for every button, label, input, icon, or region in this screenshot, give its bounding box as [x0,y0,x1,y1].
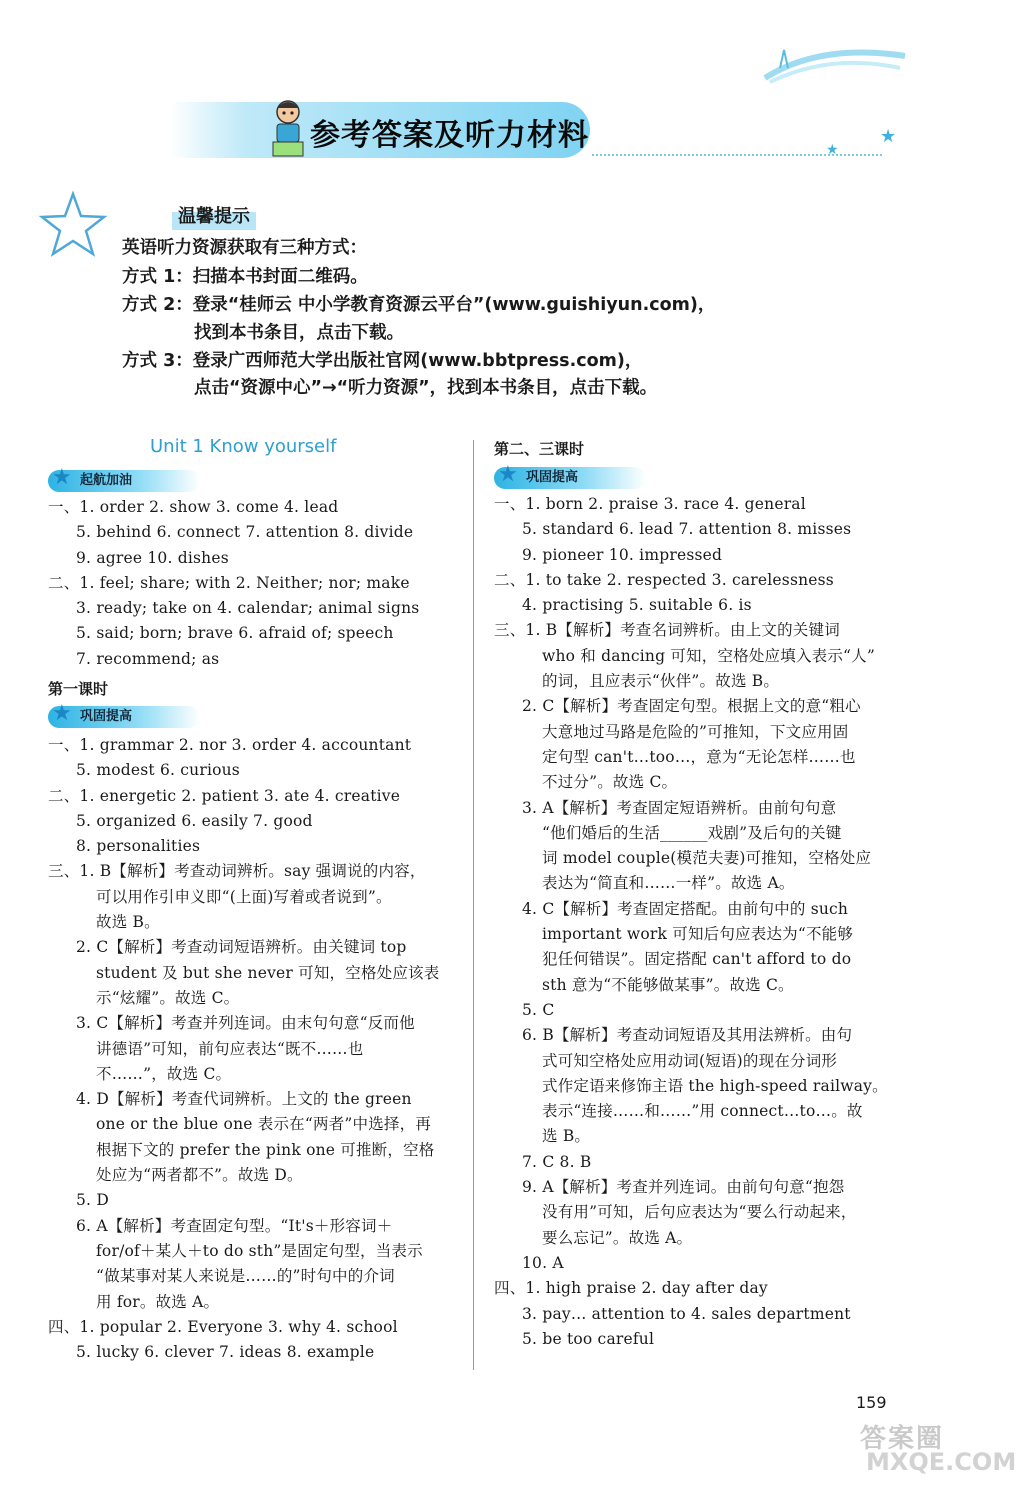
answer-line: student 及 but she never 可知，空格处应该表 [96,963,440,982]
star-icon: ★ [52,465,72,490]
answer-line: 一、1. born 2. praise 3. race 4. general [494,495,806,513]
answer-line: for/of＋某人＋to do sth”是固定句型，当表示 [96,1241,423,1260]
page-number: 159 [856,1393,887,1412]
answer-line: 5. be too careful [522,1329,655,1348]
answer-line: 3. pay… attention to 4. sales department [522,1304,851,1323]
answer-line: 5. behind 6. connect 7. attention 8. divide [76,523,414,542]
answer-line: who 和 dancing 可知，空格处应填入表示“人” [542,646,876,665]
answer-line: 4. practising 5. suitable 6. is [522,596,752,615]
answer-line: 的词，且应表示“伙伴”。故选 B。 [542,672,780,691]
section-tag: ★ 巩固提高 [494,467,646,489]
star-icon: ★ [52,701,72,726]
section-tag: ★ 巩固提高 [48,706,200,728]
page-title: 参考答案及听力材料 [310,118,589,153]
section-tag: ★ 起航加油 [48,470,200,492]
answer-line: 6. A【解析】考查固定句型。“It's＋形容词＋ [76,1216,393,1235]
watermark-url: MXQE.COM [866,1448,1016,1476]
answer-line: 用 for。故选 A。 [96,1292,220,1311]
tip-line: 英语听力资源获取有三种方式： [122,238,367,258]
star-icon: ★ [880,126,897,147]
tip-title: 温馨提示 [172,200,256,230]
answer-line: 犯任何错误”。固定搭配 can't afford to do [542,950,852,969]
lesson-heading: 第二、三课时 [494,440,585,458]
answer-line: 9. A【解析】考查并列连词。由前句句意“抱怨 [522,1178,845,1197]
answer-line: 词 model couple(模范夫妻)可推知，空格处应 [542,849,872,868]
answer-line: 根据下文的 prefer the pink one 可推断，空格 [96,1140,435,1159]
answer-line: 二、1. energetic 2. patient 3. ate 4. creative [48,786,401,805]
answer-line: 讲德语”可知，前句应表达“既不……也 [96,1039,364,1058]
answer-line: 5. C [522,1000,555,1019]
answer-line: 5. standard 6. lead 7. attention 8. misses [522,520,852,539]
star-icon: ★ [826,142,839,158]
answer-line: 表示“连接……和……”用 connect…to…。故 [542,1102,863,1121]
answer-line: 5. D [76,1191,109,1210]
mascot-icon [268,96,308,160]
answer-line: 4. C【解析】考查固定搭配。由前句中的 such [522,899,849,918]
swoosh-decoration [760,38,910,88]
answer-line: 不过分”。故选 C。 [542,773,678,792]
answer-line: 3. ready; take on 4. calendar; animal signs [76,599,420,618]
star-outline-icon [38,190,108,260]
answer-line: 5. lucky 6. clever 7. ideas 8. example [76,1343,375,1362]
answer-line: 二、1. feel; share; with 2. Neither; nor; make [48,573,410,592]
tip-line: 方式 1：扫描本书封面二维码。 [122,267,368,287]
answer-line: 示“炫耀”。故选 C。 [96,988,240,1007]
answer-line: 5. modest 6. curious [76,761,240,780]
answer-line: 表达为“简直和……一样”。故选 A。 [542,874,795,893]
answer-line: 处应为“两者都不”。故选 D。 [96,1166,303,1185]
answer-line: 10. A [522,1253,564,1272]
answer-line: 一、1. grammar 2. nor 3. order 4. accountant [48,736,412,754]
tip-line: 方式 3：登录广西师范大学出版社官网(www.bbtpress.com)， [122,351,643,371]
answer-line: 2. C【解析】考查动词短语辨析。由关键词 top [76,938,407,957]
tip-line: 找到本书条目，点击下载。 [194,323,404,343]
answer-line: 5. organized 6. easily 7. good [76,811,313,830]
star-icon: ★ [498,462,518,487]
answer-line: 定句型 can't…too…，意为“无论怎样……也 [542,747,856,766]
answer-line: 5. said; born; brave 6. afraid of; speech [76,624,394,643]
unit-title: Unit 1 Know yourself [150,436,337,457]
answer-line: important work 可知后句应表达为“不能够 [542,925,854,944]
answer-line: 三、1. B【解析】考查名词辨析。由上文的关键词 [494,621,840,640]
answer-line: 四、1. high praise 2. day after day [494,1279,768,1298]
answer-line: 一、1. order 2. show 3. come 4. lead [48,498,339,516]
answer-block [48,495,419,672]
answer-line: 可以用作引申义即“(上面)写着或者说到”。 [96,887,392,906]
answer-line: 三、1. B【解析】考查动词辨析。say 强调说的内容， [48,862,426,881]
answer-line: 四、1. popular 2. Everyone 3. why 4. school [48,1317,398,1336]
answer-line: 3. A【解析】考查固定短语辨析。由前句句意 [522,798,837,817]
answer-block [494,492,888,1352]
answer-block [48,733,439,1365]
answer-line: 式作定语来修饰主语 the high-speed railway。 [542,1076,888,1095]
answer-line: “做某事对某人来说是……的”时句中的介词 [96,1267,395,1286]
answer-line: 6. B【解析】考查动词短语及其用法辨析。由句 [522,1026,853,1045]
answer-line: sth 意为“不能够做某事”。故选 C。 [542,975,794,994]
answer-line: 2. C【解析】考查固定句型。根据上文的意“粗心 [522,697,861,716]
answer-line: “他们婚后的生活______戏剧”及后句的关键 [542,823,842,842]
answer-line: 7. C 8. B [522,1152,592,1171]
answer-line: 不……”，故选 C。 [96,1064,232,1083]
tip-line: 方式 2：登录“桂师云 中小学教育资源云平台”(www.guishiyun.com)， [122,295,716,315]
lesson-heading: 第一课时 [48,680,109,698]
tip-line: 点击“资源中心”→“听力资源”，找到本书条目，点击下载。 [194,378,658,398]
answer-line: 二、1. to take 2. respected 3. carelessness [494,570,834,589]
answer-line: 8. personalities [76,837,201,856]
answer-line: 要么忘记”。故选 A。 [542,1228,693,1247]
answer-line: 9. agree 10. dishes [76,548,229,567]
answer-line: one or the blue one 表示在“两者”中选择，再 [96,1115,432,1134]
answer-line: 3. C【解析】考查并列连词。由末句句意“反而他 [76,1014,415,1033]
answer-line: 9. pioneer 10. impressed [522,545,723,564]
answer-line: 式可知空格处应用动词(短语)的现在分词形 [542,1051,838,1070]
answer-line: 故选 B。 [96,913,160,932]
answer-line: 选 B。 [542,1127,591,1146]
answer-line: 没有用”可知，后句应表达为“要么行动起来， [542,1203,857,1222]
answer-line: 7. recommend; as [76,649,220,668]
answer-line: 大意地过马路是危险的”可推知，下文应用固 [542,722,849,741]
watermark: 答案圈 [860,1424,945,1454]
answer-line: 4. D【解析】考查代词辨析。上文的 the green [76,1090,412,1109]
column-divider [473,440,474,1370]
